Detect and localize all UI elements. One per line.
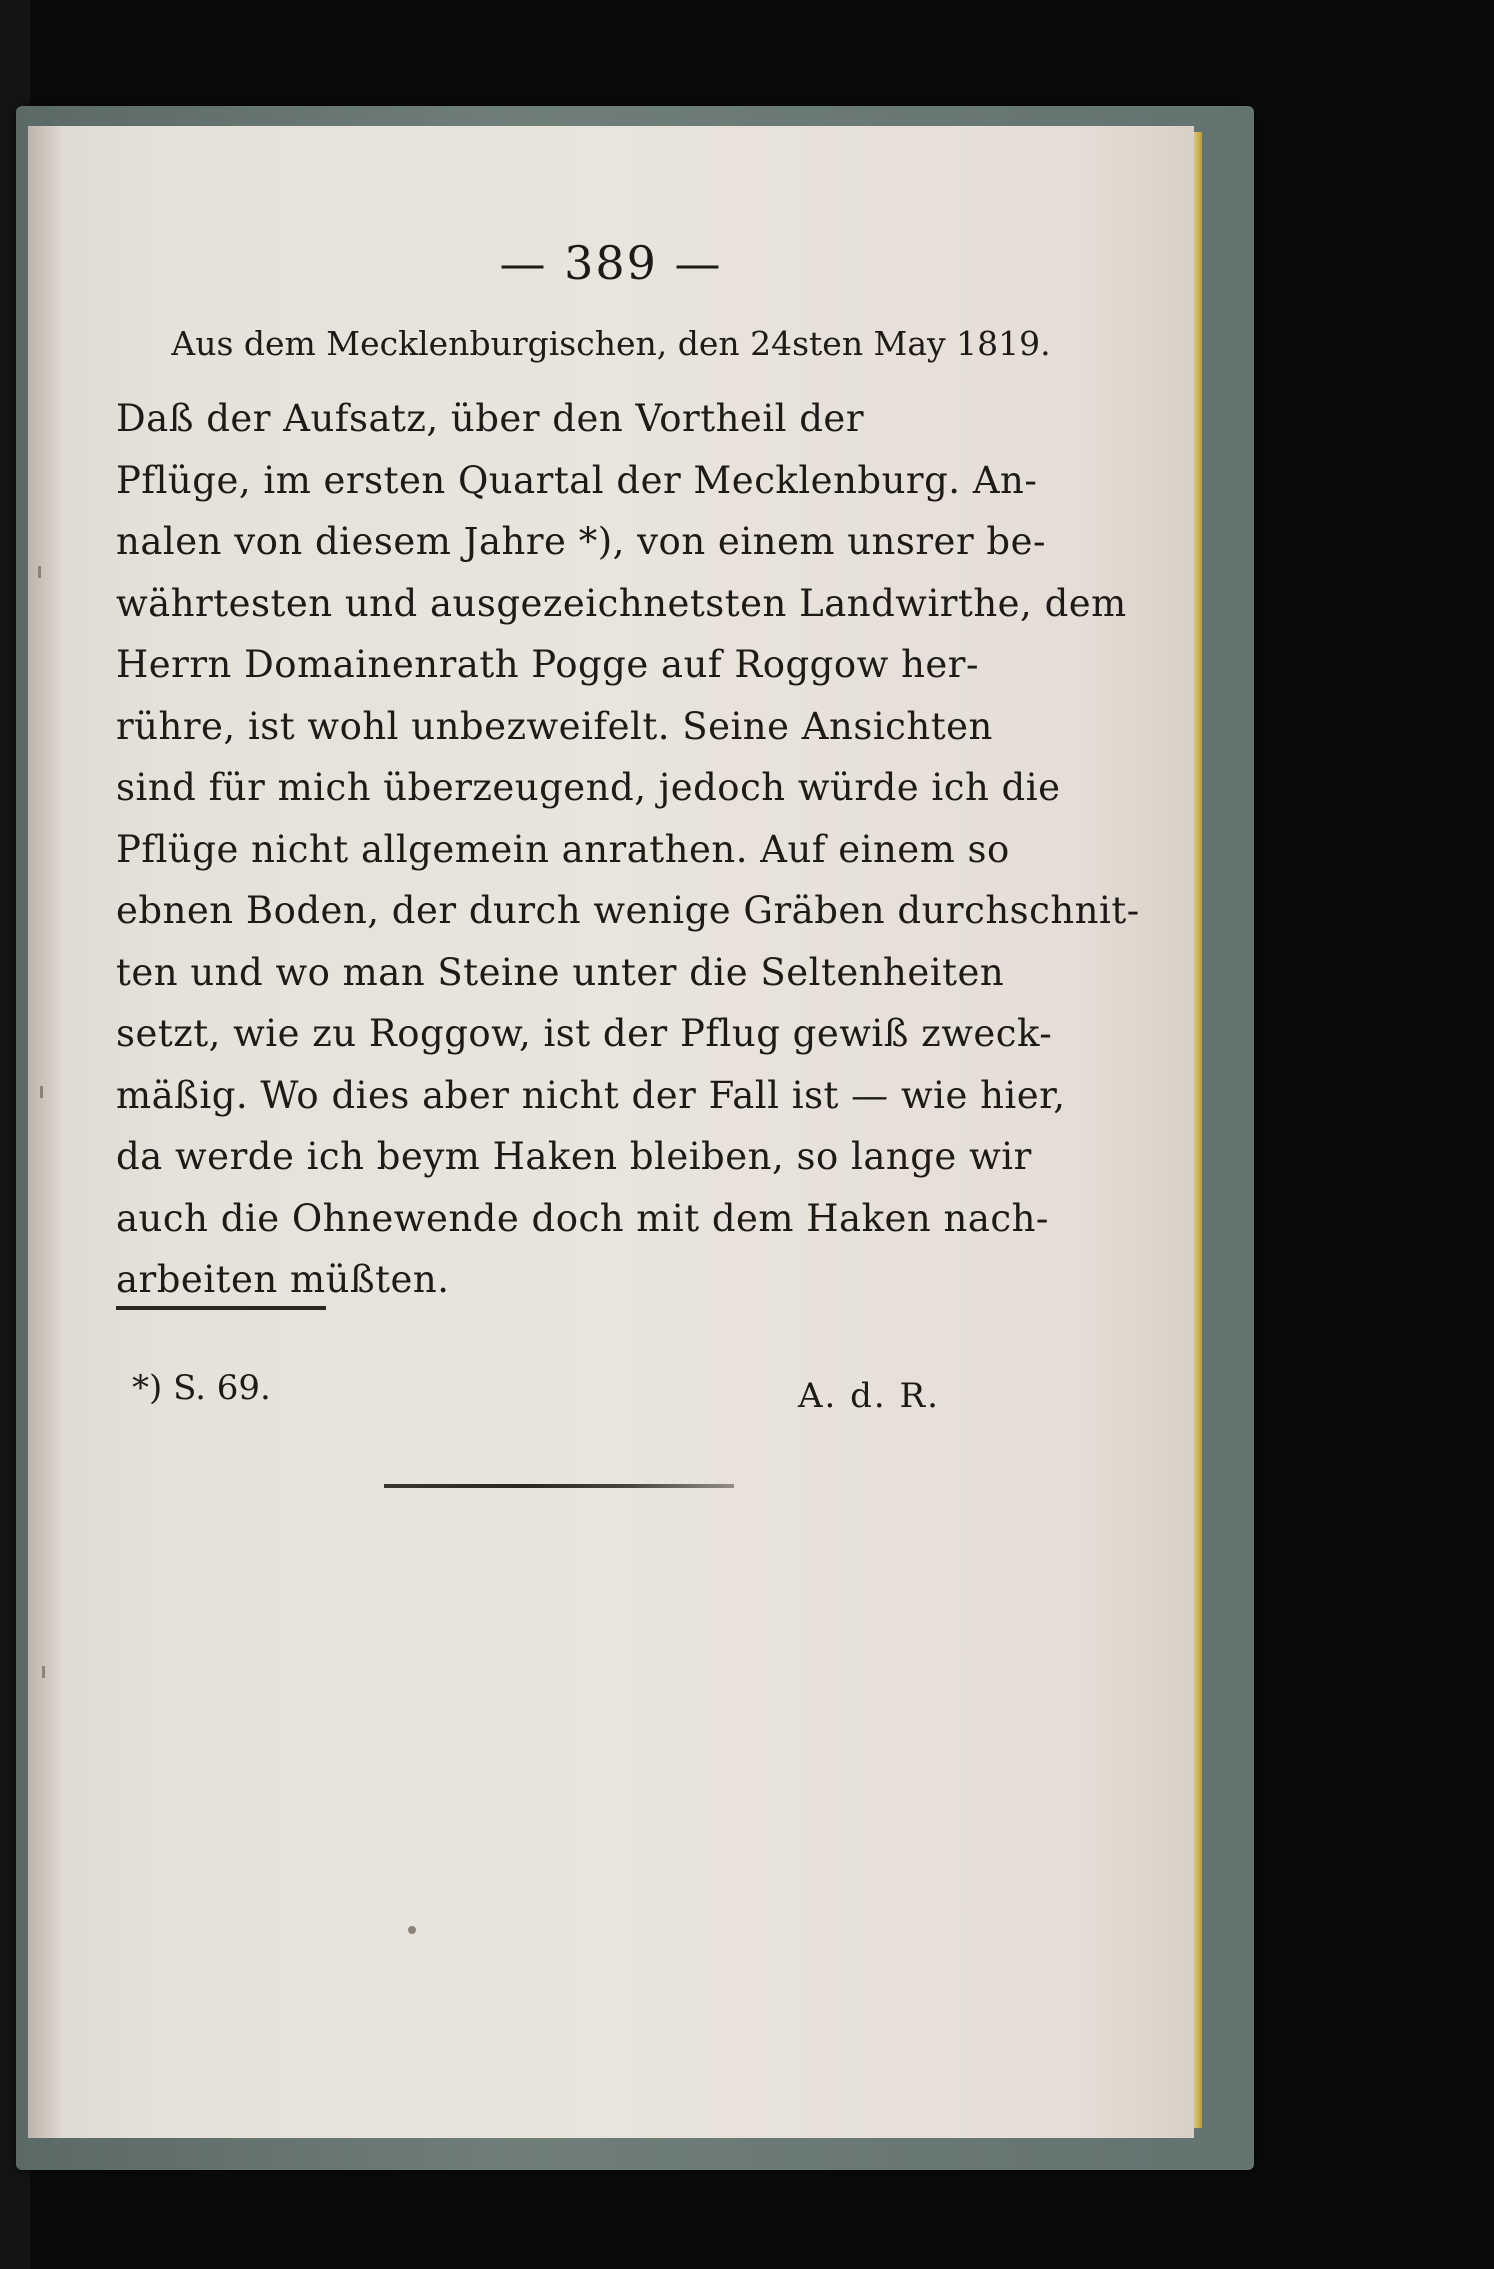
body-line: da werde ich beym Haken bleiben, so lange wir — [116, 1135, 1032, 1178]
body-line: arbeiten müßten. — [116, 1258, 450, 1301]
body-line: nalen von diesem Jahre *), von einem unsrer be- — [116, 520, 1046, 563]
paper-speck — [408, 1926, 416, 1934]
page-number: — 389 — — [499, 236, 723, 290]
editor-signature: A. d. R. — [798, 1376, 940, 1416]
footnote-divider — [116, 1306, 326, 1310]
body-line: rühre, ist wohl unbezweifelt. Seine Ansichten — [116, 704, 993, 748]
body-line: ten und wo man Steine unter die Seltenheiten — [116, 950, 1005, 994]
footnote: *) S. 69. — [132, 1368, 271, 1408]
body-line: Pflüge, im ersten Quartal der Mecklenburg. An- — [116, 458, 1038, 502]
body-line: sind für mich überzeugend, jedoch würde ich die — [116, 766, 1061, 809]
body-line: ebnen Boden, der durch wenige Gräben durchschnit- — [116, 889, 1140, 932]
body-line: Pflüge nicht allgemein anrathen. Auf einem so — [116, 827, 1010, 871]
gutter-shadow — [28, 126, 64, 2138]
paper-speck — [40, 1086, 43, 1098]
dateline: Aus dem Mecklenburgischen, den 24sten May 1819. — [171, 324, 1051, 363]
body-text — [116, 388, 1140, 1311]
section-end-rule — [384, 1484, 734, 1488]
body-line: mäßig. Wo dies aber nicht der Fall ist — wie hier, — [116, 1073, 1066, 1117]
paper-speck — [42, 1666, 45, 1678]
book-page — [28, 126, 1194, 2138]
body-line: Daß der Aufsatz, über den Vortheil der — [116, 397, 865, 440]
body-line: Herrn Domainenrath Pogge auf Roggow her- — [116, 643, 979, 686]
body-line: setzt, wie zu Roggow, ist der Pflug gewiß zweck- — [116, 1012, 1053, 1055]
body-line: auch die Ohnewende doch mit dem Haken nach- — [116, 1196, 1049, 1240]
body-line: währtesten und ausgezeichnetsten Landwirthe, dem — [116, 581, 1127, 625]
paper-speck — [38, 566, 41, 578]
